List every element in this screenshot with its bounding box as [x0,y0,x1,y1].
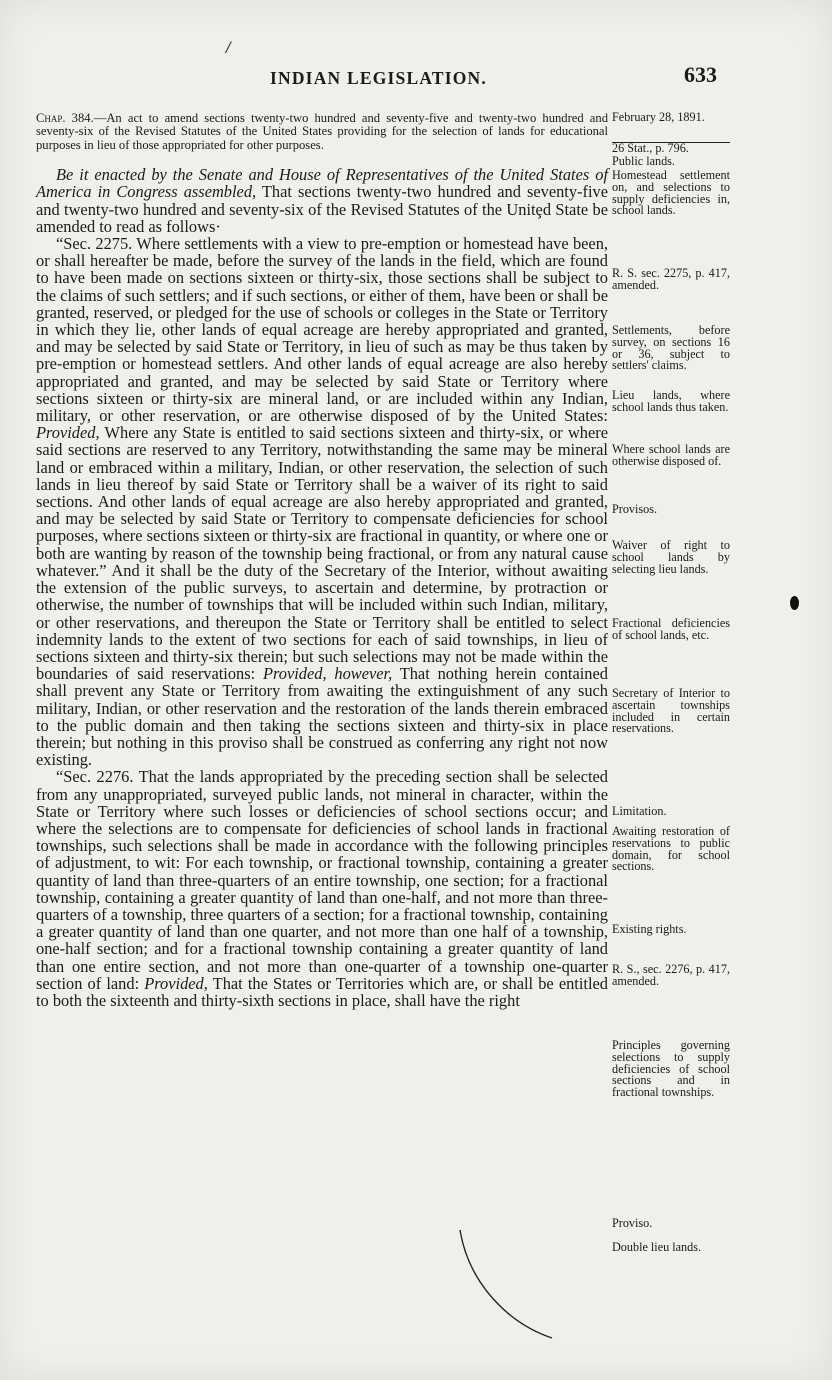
section-2276-part-a: “Sec. 2276. That the lands appropriated by the preceding section shall be selected from any unappropriated, surveyed public lands, not mineral in character, within the State or Territory where such losses or deficiencies of school sections occur; and where the selections are to compensate for deficiencies of school lands in fractional townships, such selections shall be made in accordance with the following principles of adjustment, to wit: For each township, or fractional township, containing a greater quantity of land than three-quarters of an entire township, one section; for a fractional township, containing a greater quantity of land than one-half, and not more than three-quarters of a township, three quarters of a section; for a fractional township, containing a greater quantity of land than one quarter, and not more than one half of a township, one-half section; and for a fractional township containing a greater quantity of land than one entire section, and not more than one-quarter of a township one-quarter section of land: [36,767,608,993]
sidenote-fractional: Fractional deficiencies of school lands, etc. [612,616,730,642]
sidenote-rs-2276: R. S., sec. 2276, p. 417, amended. [612,962,730,988]
section-2276-paragraph [36,768,608,1009]
sidenote-limitation: Limitation. [612,804,667,818]
stray-pen-mark: / [226,40,231,56]
section-2275-part-c: That nothing herein contained shall prevent any State or Territory from awaiting the extinguishment of any such military, Indian, or other reservation and the restoration of the lands therein embraced to the public domain and then taking the sections sixteen and thirty-six in place therein; but nothing in this proviso shall be construed as conferring any right not now existing. [36,664,608,770]
sidenote-awaiting: Awaiting restoration of reservations to public domain, for school sections. [612,824,730,874]
enacting-text: That sections twenty-two hundred and seventy-five and twenty-two hundred and seventy-six of the Revised Statutes of the Unitȩd State be amended to read as follows· [36,182,608,236]
section-2275-part-b: Where any State is entitled to said sections sixteen and thirty-six, or where said sections are reserved to any Territory, notwithstanding the same may be mineral land or embraced within a military, Indian, or other reservation, the selection of such lands in lieu thereof by said State or Territory shall be a waiver of its right to said sections. And other lands of equal acreage are also hereby appropriated and granted, and may be selected by said State or Territory to compensate deficiencies for school purposes, where sections sixteen or thirty-six are fractional in quantity, or where one or both are wanting by reason of the township being fractional, or from any natural cause whatever.” And it shall be the duty of the Secretary of the Interior, without awaiting the extension of the public surveys, to ascertain and determine, by protraction or otherwise, the number of townships that will be included within such Indian, military, or other reservations, and thereupon the State or Territory shall be entitled to select indemnity lands to the extent of two sections for each of said townships, in lieu of sections sixteen and thirty-six therein; but such selections may not be made within the boundaries of said reservations: [36,423,608,684]
page-number: 633 [684,62,717,87]
sidenote-where-school: Where school lands are otherwise disposed of. [612,442,730,468]
section-2276-part-b: That the States or Territories which are, or shall be entitled to both the sixteenth and thirty-sixth sections in place, shall have the right [36,973,608,1010]
running-title: INDIAN LEGISLATION. [270,68,487,88]
sidenote-homestead: Homestead settlement on, and selections to supply deficiencies in, school lands. [612,168,730,218]
enacting-clause [36,166,608,235]
main-text-column [36,112,608,1009]
sidenote-secretary: Secretary of Interior to ascertain townships included in certain reservations. [612,686,730,736]
section-2275-paragraph [36,235,608,768]
sidenote-double-lieu: Double lieu lands. [612,1240,702,1254]
sidenote-date: February 28, 1891. [612,110,705,124]
ink-blot [790,596,799,610]
sidenote-public-lands: Public lands. [612,154,675,168]
sidenote-lieu-lands: Lieu lands, where school lands thus taken. [612,388,730,414]
pen-scrawl-mark [440,1230,560,1340]
enacting-formula: Be it enacted by the Senate and House of Representatives of the United States of America in Congress assembled, [36,165,608,202]
section-2275-part-a: “Sec. 2275. Where settlements with a view to pre-emption or homestead have been, or shall hereafter be made, before the survey of the lands in the field, which are found to have been made on sections sixteen or thirty-six, those sections shall be subject to the claims of such settlers; and if such sections, or either of them, have been or shall be granted, reserved, or pledged for the use of schools or colleges in the State or Territory in which they lie, other lands of equal acreage are hereby appropriated and granted, and may be selected by said State or Territory, in lieu of such as may be thus taken by pre-emption or homestead settlers. And other lands of equal acreage are also hereby appropriated and granted, and may be selected by said State or Territory where sections sixteen or thirty-six are mineral land, or are included within any Indian, military, or other reservation, or are otherwise disposed of by the United States: [36,234,608,426]
sidenote-principles: Principles governing selections to supply deficiencies of school sections and in fractional townships. [612,1038,730,1100]
chapter-title: —An act to amend sections twenty-two hundred and seventy-five and twenty-two hundred and seventy-six of the Revised Statutes of the United States providing for the selection of lands for educational purposes in lieu of those appropriated for other purposes. [36,111,608,152]
statute-body [36,166,608,1009]
chapter-heading [36,112,608,152]
proviso-word: Provided, [36,423,100,443]
sidenote-rs-2275: R. S. sec. 2275, p. 417, amended. [612,266,730,292]
proviso-however-word: Provided, however, [263,664,393,684]
sidenote-settlements: Settlements, before survey, on sections 16 or 36, subject to settlers' claims. [612,323,730,373]
chapter-label: Chap. 384. [36,111,94,125]
sidenote-proviso: Proviso. [612,1216,653,1230]
sidenote-provisos: Provisos. [612,502,658,516]
sidenote-existing-rights: Existing rights. [612,922,687,936]
sidenote-citation: 26 Stat., p. 796. [612,141,730,155]
sidenote-waiver: Waiver of right to school lands by selecting lieu lands. [612,538,730,576]
proviso-word-2: Provided, [144,973,208,993]
